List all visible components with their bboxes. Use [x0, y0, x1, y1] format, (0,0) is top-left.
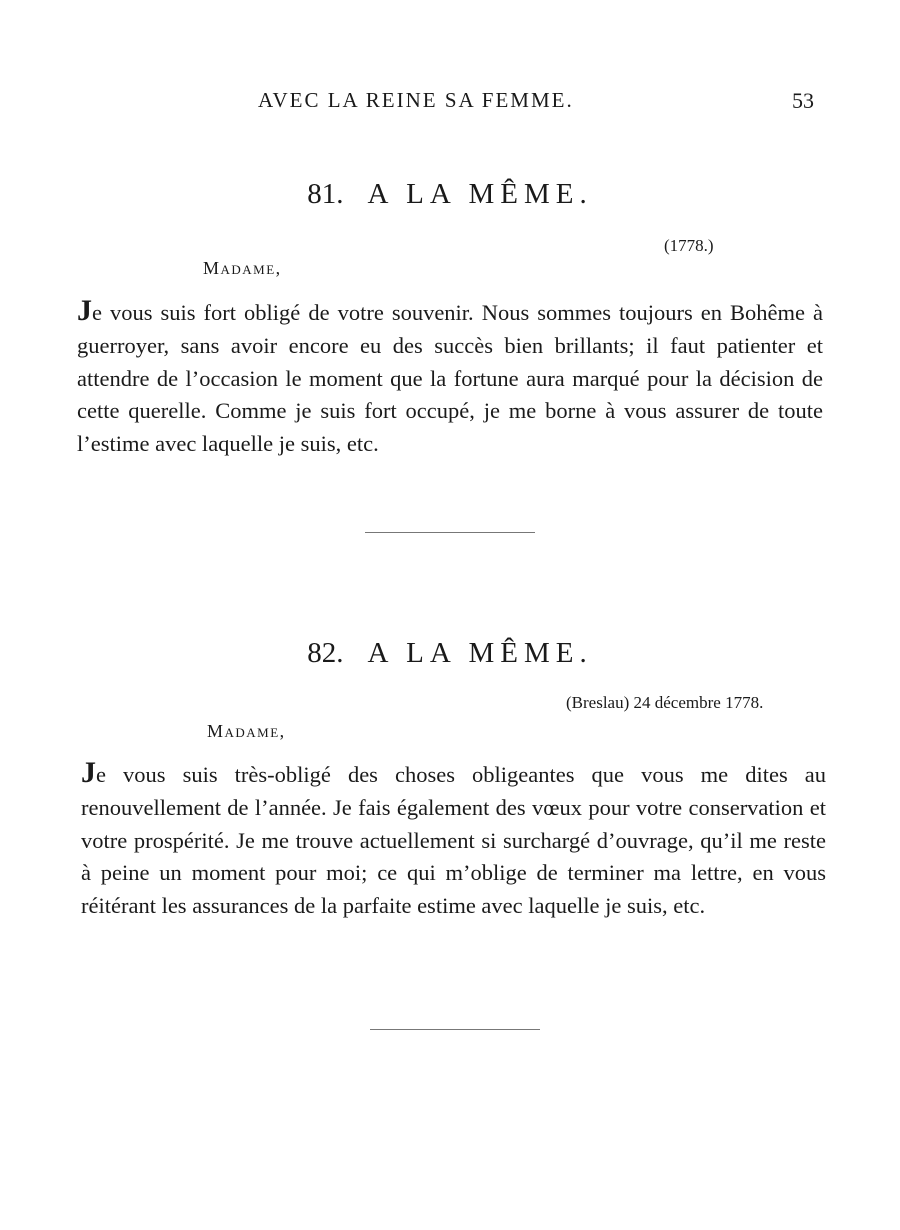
letter-82-date: (Breslau) 24 décembre 1778.: [566, 693, 764, 712]
letter-81-title: A LA MÊME.: [367, 178, 593, 210]
section-divider: [370, 1029, 540, 1030]
letter-82-body: [81, 757, 826, 923]
letter-81-salutation: Madame,: [203, 258, 282, 278]
letter-82-initial: J: [81, 756, 96, 789]
running-header: [0, 88, 900, 118]
letter-81-initial: J: [77, 294, 92, 327]
running-title: AVEC LA REINE SA FEMME.: [258, 88, 574, 112]
letter-81-date: (1778.): [664, 236, 714, 255]
letter-82-heading: [0, 637, 900, 670]
letter-82-title: A LA MÊME.: [367, 637, 593, 669]
section-divider: [365, 532, 535, 533]
letter-82-salutation: Madame,: [207, 721, 286, 741]
page-number: 53: [792, 88, 814, 113]
letter-81-number: 81.: [307, 178, 344, 210]
letter-81-body: [77, 295, 823, 461]
letter-81-heading: [0, 178, 900, 211]
letter-82-text: e vous suis très-obligé des choses obligeantes que vous me dites au renouvellement de l’année. Je fais également des vœux pour votre conservation et votre prospérité. Je me trouve actuellement si surchargé d’ouvrage, qu’il me reste à peine un moment pour moi; ce qui m’oblige de terminer ma lettre, en vous réitérant les assurances de la parfaite estime avec laquelle je suis, etc.: [81, 762, 826, 919]
letter-81-text: e vous suis fort obligé de votre souvenir. Nous sommes toujours en Bohême à guerroyer, sans avoir encore eu des succès bien brillants; il faut patienter et attendre de l’occasion le moment que la fortune aura marqué pour la décision de cette querelle. Comme je suis fort occupé, je me borne à vous assurer de toute l’estime avec laquelle je suis, etc.: [77, 300, 823, 457]
letter-82-number: 82.: [307, 637, 344, 669]
